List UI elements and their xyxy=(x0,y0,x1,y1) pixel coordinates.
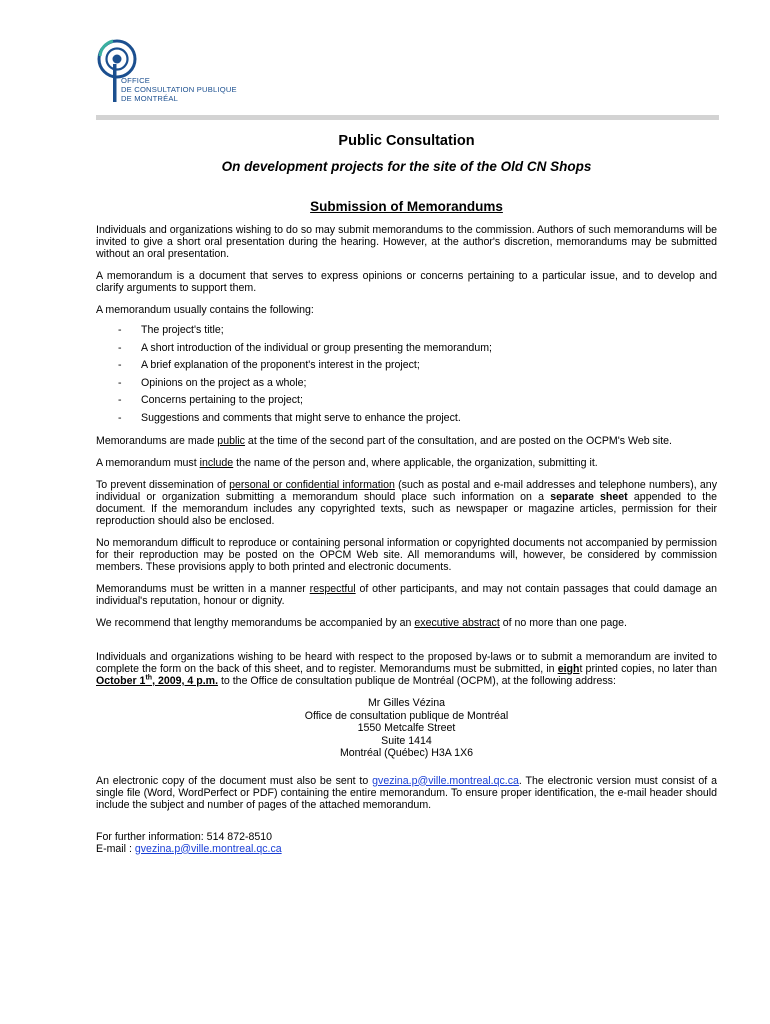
list-item: - A short introduction of the individual or group presenting the memorandum; xyxy=(118,341,492,354)
page-subtitle: On development projects for the site of the Old CN Shops xyxy=(221,159,592,174)
logo-line-2: DE CONSULTATION PUBLIQUE xyxy=(121,85,237,94)
respect-paragraph: Memorandums must be written in a manner respectful of other participants, and may not contain passages that could damage an individual's reputation, honour or dignity. xyxy=(96,583,717,607)
mailing-address xyxy=(96,697,717,760)
logo-line-3: DE MONTRÉAL xyxy=(121,94,179,103)
no-memorandum-paragraph: No memorandum difficult to reproduce or containing personal information or copyrighted documents not accompanied by permission for their reproduction may be posted on the OPCM Web site. All memorandums will, however, be considered by commission members. These provisions apply to both printed and electronic documents. xyxy=(96,537,717,573)
page-title: Public Consultation xyxy=(338,133,475,149)
address-line: 1550 Metcalfe Street xyxy=(357,722,456,734)
contact-email-link[interactable]: gvezina.p@ville.montreal.qc.ca xyxy=(134,842,282,855)
logo-line-1: OFFICE xyxy=(121,76,151,85)
contents-list xyxy=(96,324,717,429)
section-title: Submission of Memorandums xyxy=(310,199,503,214)
list-item: - Concerns pertaining to the project; xyxy=(118,394,303,406)
phone-line: For further information: 514 872-8510 xyxy=(96,830,273,843)
deadline-date: October 1th, 2009, 4 p.m. xyxy=(96,674,219,687)
abstract-paragraph: We recommend that lengthy memorandums be accompanied by an executive abstract of no more than one page. xyxy=(96,617,627,629)
address-line: Mr Gilles Vézina xyxy=(367,697,446,709)
address-line: Office de consultation publique de Montréal xyxy=(304,709,509,722)
include-paragraph: A memorandum must include the name of the person and, where applicable, the organization, submitting it. xyxy=(96,457,598,469)
email-link[interactable]: gvezina.p@ville.montreal.qc.ca xyxy=(372,774,519,787)
electronic-copy-paragraph: An electronic copy of the document must also be sent to gvezina.p@ville.montreal.qc.ca. The electronic version must consist of a single file (Word, WordPerfect or PDF) containing the entire memorandum. To ensure proper identification, the e-mail header should include the subject and number of pages of the attached memorandum. xyxy=(96,774,717,811)
document-body xyxy=(96,132,717,855)
contact-info xyxy=(96,831,717,855)
email-line: E-mail : gvezina.p@ville.montreal.qc.ca xyxy=(96,842,282,855)
privacy-paragraph: To prevent dissemination of personal or confidential information (such as postal and e-mail addresses and telephone numbers), any individual or organization submitting a memorandum should place such information on a separate sheet appended to the document. If the memorandum includes any copyrighted texts, such as newspaper or magazine articles, permission for their reproduction should also be enclosed. xyxy=(96,479,718,527)
list-item: - The project's title; xyxy=(118,324,224,336)
registration-paragraph: Individuals and organizations wishing to be heard with respect to the proposed by-laws or to submit a memorandum are invited to complete the form on the back of this sheet, and to register. Memorandums must be submitted, in eight printed copies, no later than October 1th, 2009, 4 p.m. to the Office de consultation publique de Montréal (OCPM), at the following address: xyxy=(96,651,718,687)
address-line: Montréal (Québec) H3A 1X6 xyxy=(339,747,474,759)
public-paragraph: Memorandums are made public at the time of the second part of the consultation, and are posted on the OCPM's Web site. xyxy=(96,435,672,447)
list-item: - A brief explanation of the proponent's interest in the project; xyxy=(118,359,420,371)
list-item: - Suggestions and comments that might serve to enhance the project. xyxy=(118,411,461,424)
intro-paragraph: Individuals and organizations wishing to do so may submit memorandums to the commission. Authors of such memorandums will be invited to give a short oral presentation during the hearing. However, at the author's discretion, memorandums may be submitted without an oral presentation. xyxy=(96,224,717,260)
contains-intro: A memorandum usually contains the following: xyxy=(96,304,314,316)
list-item: - Opinions on the project as a whole; xyxy=(118,376,307,389)
logo-wordmark xyxy=(121,76,237,103)
address-line: Suite 1414 xyxy=(381,734,432,747)
header-divider xyxy=(96,115,719,120)
definition-paragraph: A memorandum is a document that serves to express opinions or concerns pertaining to a particular issue, and to develop and clarify arguments to support them. xyxy=(96,270,717,294)
